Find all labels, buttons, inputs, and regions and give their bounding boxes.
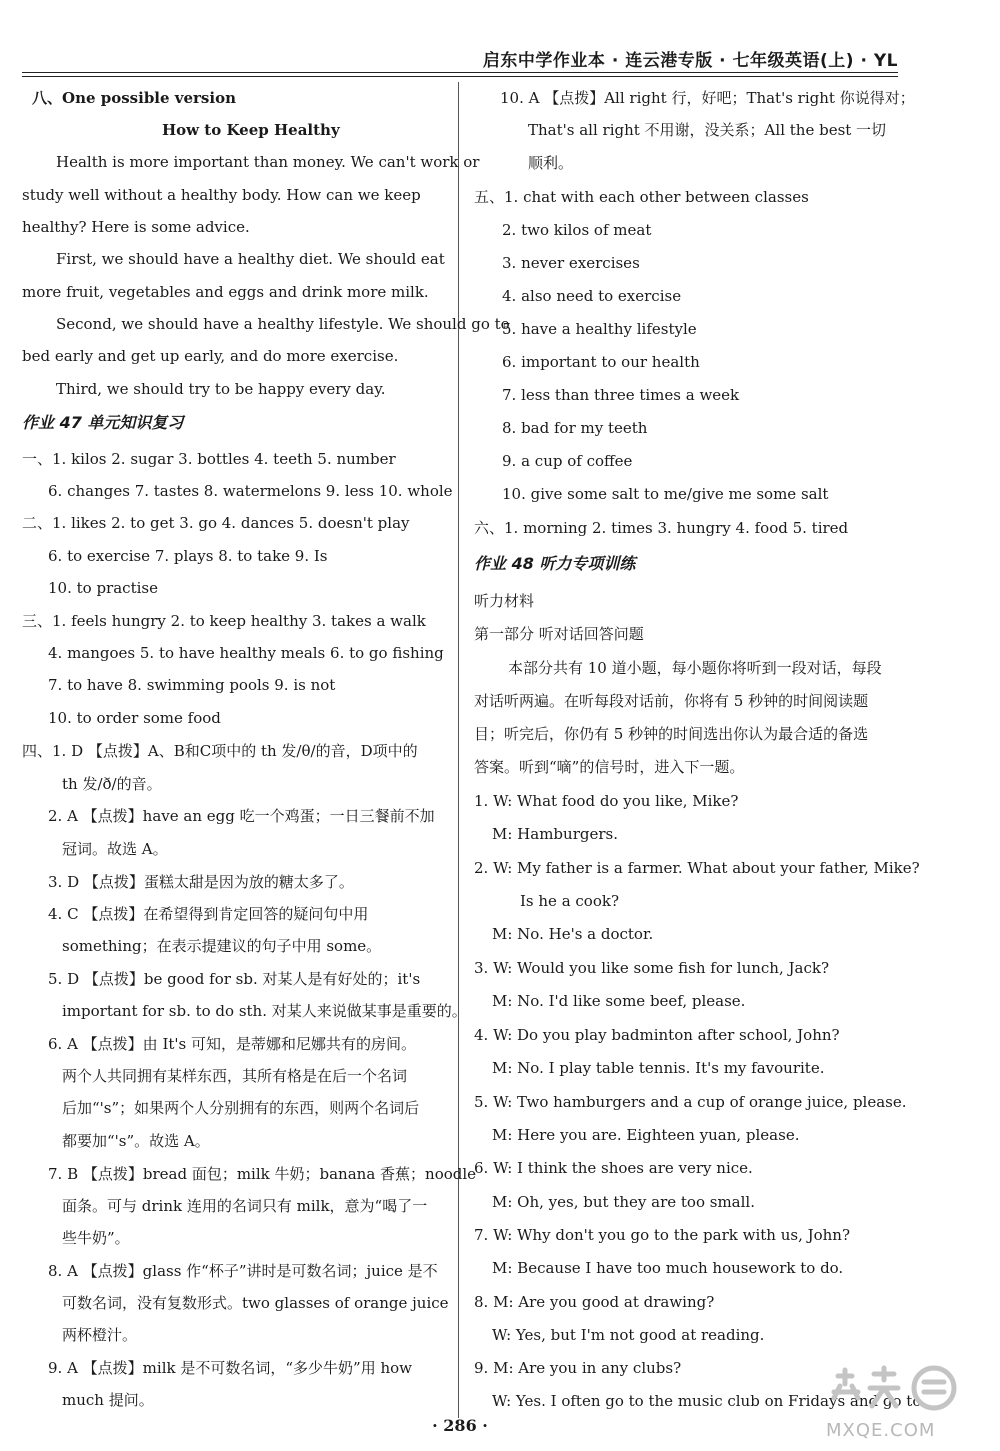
text-line: 冠词。故选 A。 (62, 840, 168, 858)
text-line: M: No. He's a doctor. (492, 925, 654, 943)
text-line: 听力材料 (474, 592, 535, 610)
text-line: How to Keep Healthy (162, 121, 340, 139)
watermark-text: MXQE.COM (826, 1420, 936, 1441)
text-line: 7. to have 8. swimming pools 9. is not (48, 676, 336, 694)
text-line: 10. A 【点拨】All right 行，好吧；That's right 你说得对； (500, 89, 915, 107)
text-line: 些牛奶”。 (62, 1229, 130, 1247)
text-line: 三、1. feels hungry 2. to keep healthy 3. takes a walk (22, 612, 426, 630)
running-header: 启东中学作业本 · 连云港专版 · 七年级英语(上) · YL (482, 51, 898, 71)
text-line: 6. changes 7. tastes 8. watermelons 9. less 10. whole (48, 482, 453, 500)
text-line: Is he a cook? (520, 892, 620, 910)
text-line: 6. to exercise 7. plays 8. to take 9. Is (48, 547, 328, 565)
text-line: 六、1. morning 2. times 3. hungry 4. food 5. tired (474, 519, 849, 537)
text-line: 面条。可与 drink 连用的名词只有 milk，意为“喝了一 (62, 1197, 428, 1215)
text-line: 4. W: Do you play badminton after school, John? (474, 1026, 840, 1044)
text-line: 后加“'s”；如果两个人分别拥有的东西，则两个名词后 (62, 1099, 420, 1117)
text-line: 2. A 【点拨】have an egg 吃一个鸡蛋；一日三餐前不加 (48, 807, 435, 825)
text-line: 8. bad for my teeth (502, 419, 648, 437)
text-line: 3. D 【点拨】蛋糕太甜是因为放的糖太多了。 (48, 873, 354, 891)
header-rule-thin (22, 76, 898, 77)
text-line: 对话听两遍。在听每段对话前，你将有 5 秒钟的时间阅读题 (474, 692, 869, 710)
text-line: M: Here you are. Eighteen yuan, please. (492, 1126, 800, 1144)
text-line: 10. give some salt to me/give me some salt (502, 485, 829, 503)
text-line: 6. W: I think the shoes are very nice. (474, 1159, 753, 1177)
text-line: Health is more important than money. We can't work or (56, 153, 480, 171)
text-line: 二、1. likes 2. to get 3. go 4. dances 5. doesn't play (22, 514, 410, 532)
text-line: Third, we should try to be happy every day. (56, 380, 386, 398)
text-line: 10. to practise (48, 579, 158, 597)
text-line: 本部分共有 10 道小题，每小题你将听到一段对话，每段 (508, 659, 882, 677)
text-line: 5. W: Two hamburgers and a cup of orange juice, please. (474, 1093, 907, 1111)
text-line: 2. W: My father is a farmer. What about your father, Mike? (474, 859, 920, 877)
text-line: 八、One possible version (32, 89, 236, 107)
text-line: 第一部分 听对话回答问题 (474, 625, 644, 643)
text-line: something；在表示提建议的句子中用 some。 (62, 937, 382, 955)
text-line: 5. D 【点拨】be good for sb. 对某人是有好处的；it's (48, 970, 421, 988)
text-line: W: Yes. I often go to the music club on Fridays and go to (492, 1392, 922, 1410)
text-line: important for sb. to do sth. 对某人来说做某事是重要的。 (62, 1002, 467, 1020)
text-line: 都要加“'s”。故选 A。 (62, 1132, 210, 1150)
text-line: M: Oh, yes, but they are too small. (492, 1193, 755, 1211)
text-line: 两杯橙汁。 (62, 1326, 138, 1344)
text-line: Second, we should have a healthy lifestyle. We should go to (56, 315, 510, 333)
text-line: M: No. I'd like some beef, please. (492, 992, 746, 1010)
text-line: 10. to order some food (48, 709, 221, 727)
text-line: M: Because I have too much housework to do. (492, 1259, 844, 1277)
text-line: 2. two kilos of meat (502, 221, 652, 239)
text-line: bed early and get up early, and do more exercise. (22, 347, 399, 365)
text-line: 答案。听到“嘀”的信号时，进入下一题。 (474, 758, 745, 776)
text-line: 五、1. chat with each other between classes (474, 188, 809, 206)
text-line: First, we should have a healthy diet. We should eat (56, 250, 445, 268)
text-line: 1. W: What food do you like, Mike? (474, 792, 739, 810)
text-line: M: No. I play table tennis. It's my favourite. (492, 1059, 825, 1077)
text-line: 一、1. kilos 2. sugar 3. bottles 4. teeth 5. number (22, 450, 396, 468)
text-line: 4. C 【点拨】在希望得到肯定回答的疑问句中用 (48, 905, 369, 923)
text-line: th 发/ð/的音。 (62, 775, 162, 793)
text-line: 6. important to our health (502, 353, 700, 371)
text-line: 9. M: Are you in any clubs? (474, 1359, 682, 1377)
header-rule (22, 72, 898, 73)
text-line: 4. also need to exercise (502, 287, 682, 305)
text-line: That's all right 不用谢，没关系；All the best 一切 (528, 121, 887, 139)
text-line: 7. W: Why don't you go to the park with us, John? (474, 1226, 851, 1244)
column-divider (458, 82, 459, 1418)
text-line: 9. a cup of coffee (502, 452, 633, 470)
text-line: 顺利。 (528, 154, 574, 172)
text-line: healthy? Here is some advice. (22, 218, 250, 236)
text-line: 4. mangoes 5. to have healthy meals 6. to go fishing (48, 644, 444, 662)
text-line: study well without a healthy body. How can we keep (22, 186, 421, 204)
text-line: 3. W: Would you like some fish for lunch, Jack? (474, 959, 829, 977)
section-title: 作业 48 听力专项训练 (474, 554, 636, 573)
text-line: 两个人共同拥有某样东西，其所有格是在后一个名词 (62, 1067, 408, 1085)
text-line: 8. A 【点拨】glass 作“杯子”讲时是可数名词；juice 是不 (48, 1262, 438, 1280)
page-number: · 286 · (432, 1416, 488, 1435)
text-line: M: Hamburgers. (492, 825, 618, 843)
text-line: 7. B 【点拨】bread 面包；milk 牛奶；banana 香蕉；noodle (48, 1165, 477, 1183)
text-line: much 提问。 (62, 1391, 154, 1409)
text-line: 8. M: Are you good at drawing? (474, 1293, 715, 1311)
text-line: W: Yes, but I'm not good at reading. (492, 1326, 765, 1344)
text-line: 9. A 【点拨】milk 是不可数名词，“多少牛奶”用 how (48, 1359, 412, 1377)
section-title: 作业 47 单元知识复习 (22, 413, 184, 432)
text-line: 可数名词，没有复数形式。two glasses of orange juice (62, 1294, 449, 1312)
text-line: 7. less than three times a week (502, 386, 740, 404)
text-line: 3. never exercises (502, 254, 640, 272)
text-line: more fruit, vegetables and eggs and drink more milk. (22, 283, 429, 301)
text-line: 6. A 【点拨】由 It's 可知，是蒂娜和尼娜共有的房间。 (48, 1035, 416, 1053)
text-line: 目；听完后，你仍有 5 秒钟的时间选出你认为最合适的备选 (474, 725, 869, 743)
text-line: 5. have a healthy lifestyle (502, 320, 697, 338)
text-line: 四、1. D 【点拨】A、B和C项中的 th 发/θ/的音，D项中的 (22, 742, 418, 760)
